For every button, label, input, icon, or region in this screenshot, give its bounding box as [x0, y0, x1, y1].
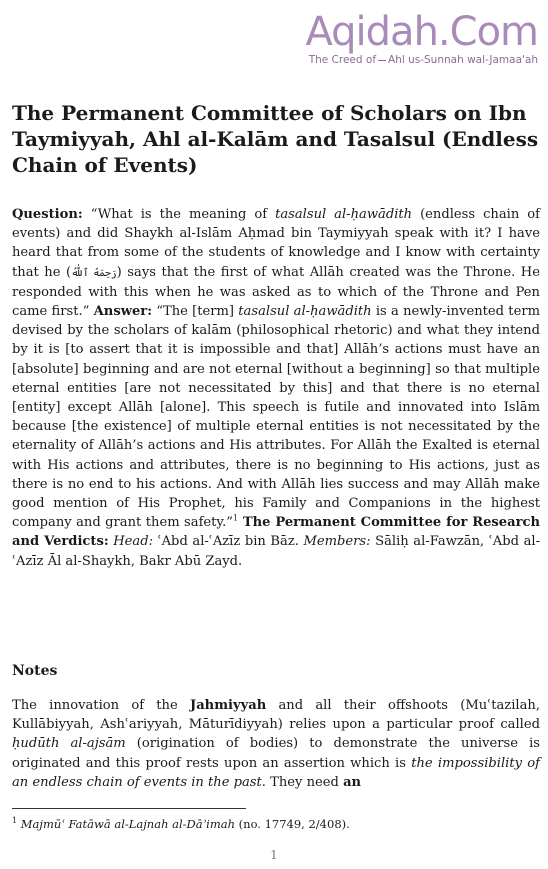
answer-text-1: “The [term] [152, 304, 239, 320]
footnote-divider [12, 808, 246, 809]
footnote-source: Majmūʿ Fatāwā al-Lajnah al-Dāʾimah [20, 817, 236, 831]
logo-wordmark: Aqidah.Com [305, 9, 538, 55]
question-term: tasalsul al-ḥawādith [275, 207, 413, 222]
members-names: Sāliḥ al-Fawzān, ʿAbd al-ʿAzīz Āl al-Shaykh, Bakr Abū Zayd. [12, 534, 540, 569]
footnote-detail: (no. 17749, 2/408). [235, 817, 350, 831]
footnote [12, 817, 540, 831]
members-label: Members: [303, 534, 371, 550]
notes-paragraph [12, 696, 540, 792]
notes-text-3: (origination of bodies) to demonstrate the universe is originated and this proof rests upon an assertion which is [12, 736, 540, 771]
notes-text-1: The innovation of the [12, 698, 190, 713]
notes-text-2: and all their offshoots (Muʿtazilah, Kullābiyyah, Ashʿariyyah, Māturīdiyyah) relies upon a particular proof called [12, 698, 540, 733]
page-number: 1 [270, 848, 278, 862]
question-answer-paragraph [12, 205, 540, 571]
logo-divider [378, 60, 386, 61]
head-name: ʿAbd al-ʿAzīz bin Bāz. [153, 534, 304, 550]
logo-tagline-right: Ahl us-Sunnah wal-Jamaa'ah [388, 54, 538, 66]
committee-name: The Permanent Committee for Research and Verdicts: [12, 515, 540, 550]
footnote-reference[interactable]: 1 [232, 513, 239, 523]
head-label: Head: [108, 534, 154, 550]
notes-jahmiyyah: Jahmiyyah [190, 698, 267, 713]
question-text-1: “What is the meaning of [82, 207, 276, 222]
notes-heading: Notes [12, 663, 58, 679]
question-text-3: ) says that the first of what Allāh created was the Throne. He responded with this when he was asked as to which of the Throne and Pen came first.” [12, 264, 540, 320]
notes-an: an [343, 774, 362, 790]
answer-label: Answer: [93, 304, 153, 320]
question-text-2: (endless chain of events) and did Shaykh al-Islām Aḥmad bin Taymiyyah speak with it? I have heard that from some of the students of knowledge and I know with certainty that he ( [12, 207, 540, 280]
notes-text-4: . They need [261, 774, 344, 790]
logo-tagline-left: The Creed of [308, 54, 377, 66]
question-label: Question: [12, 207, 83, 222]
notes-impossibility: the impossibility of an endless chain of events in the past [12, 755, 540, 790]
honorific-arabic: رَحِمَهُ ٱللَّٰهُ [71, 267, 117, 279]
site-logo [288, 9, 538, 66]
footnote-mark: 1 [12, 816, 18, 826]
document-title: The Permanent Committee of Scholars on Ibn Taymiyyah, Ahl al-Kalām and Tasalsul (Endless Chain of Events) [12, 101, 539, 177]
answer-term: tasalsul al-ḥawādith [238, 304, 372, 320]
answer-text-2: is a newly-invented term devised by the scholars of kalām (philosophical rhetoric) and what they intend by it is [to assert that it is impossible and that] Allāh’s actions must have an [absolute] beginning and are not eternal [without a beginning] so that multiple eternal entities [are not necessitated by this] and that there is no eternal [entity] except Allāh [alone]. This speech is futile and innovated into Islām because [the existence] of multiple eternal entities is not necessitated by the eternality of Allāh’s actions and His attributes. For Allāh the Exalted is eternal with His actions and attributes, there is no beginning to His actions, just as there is no end to his actions. And with Allāh lies success and may Allāh make good mention of His Prophet, his Family and Companions in the highest company and grant them safety.” [12, 304, 540, 531]
logo-tagline [288, 54, 538, 66]
notes-hudooth-term: ḥudūth al-ajsām [12, 736, 126, 752]
